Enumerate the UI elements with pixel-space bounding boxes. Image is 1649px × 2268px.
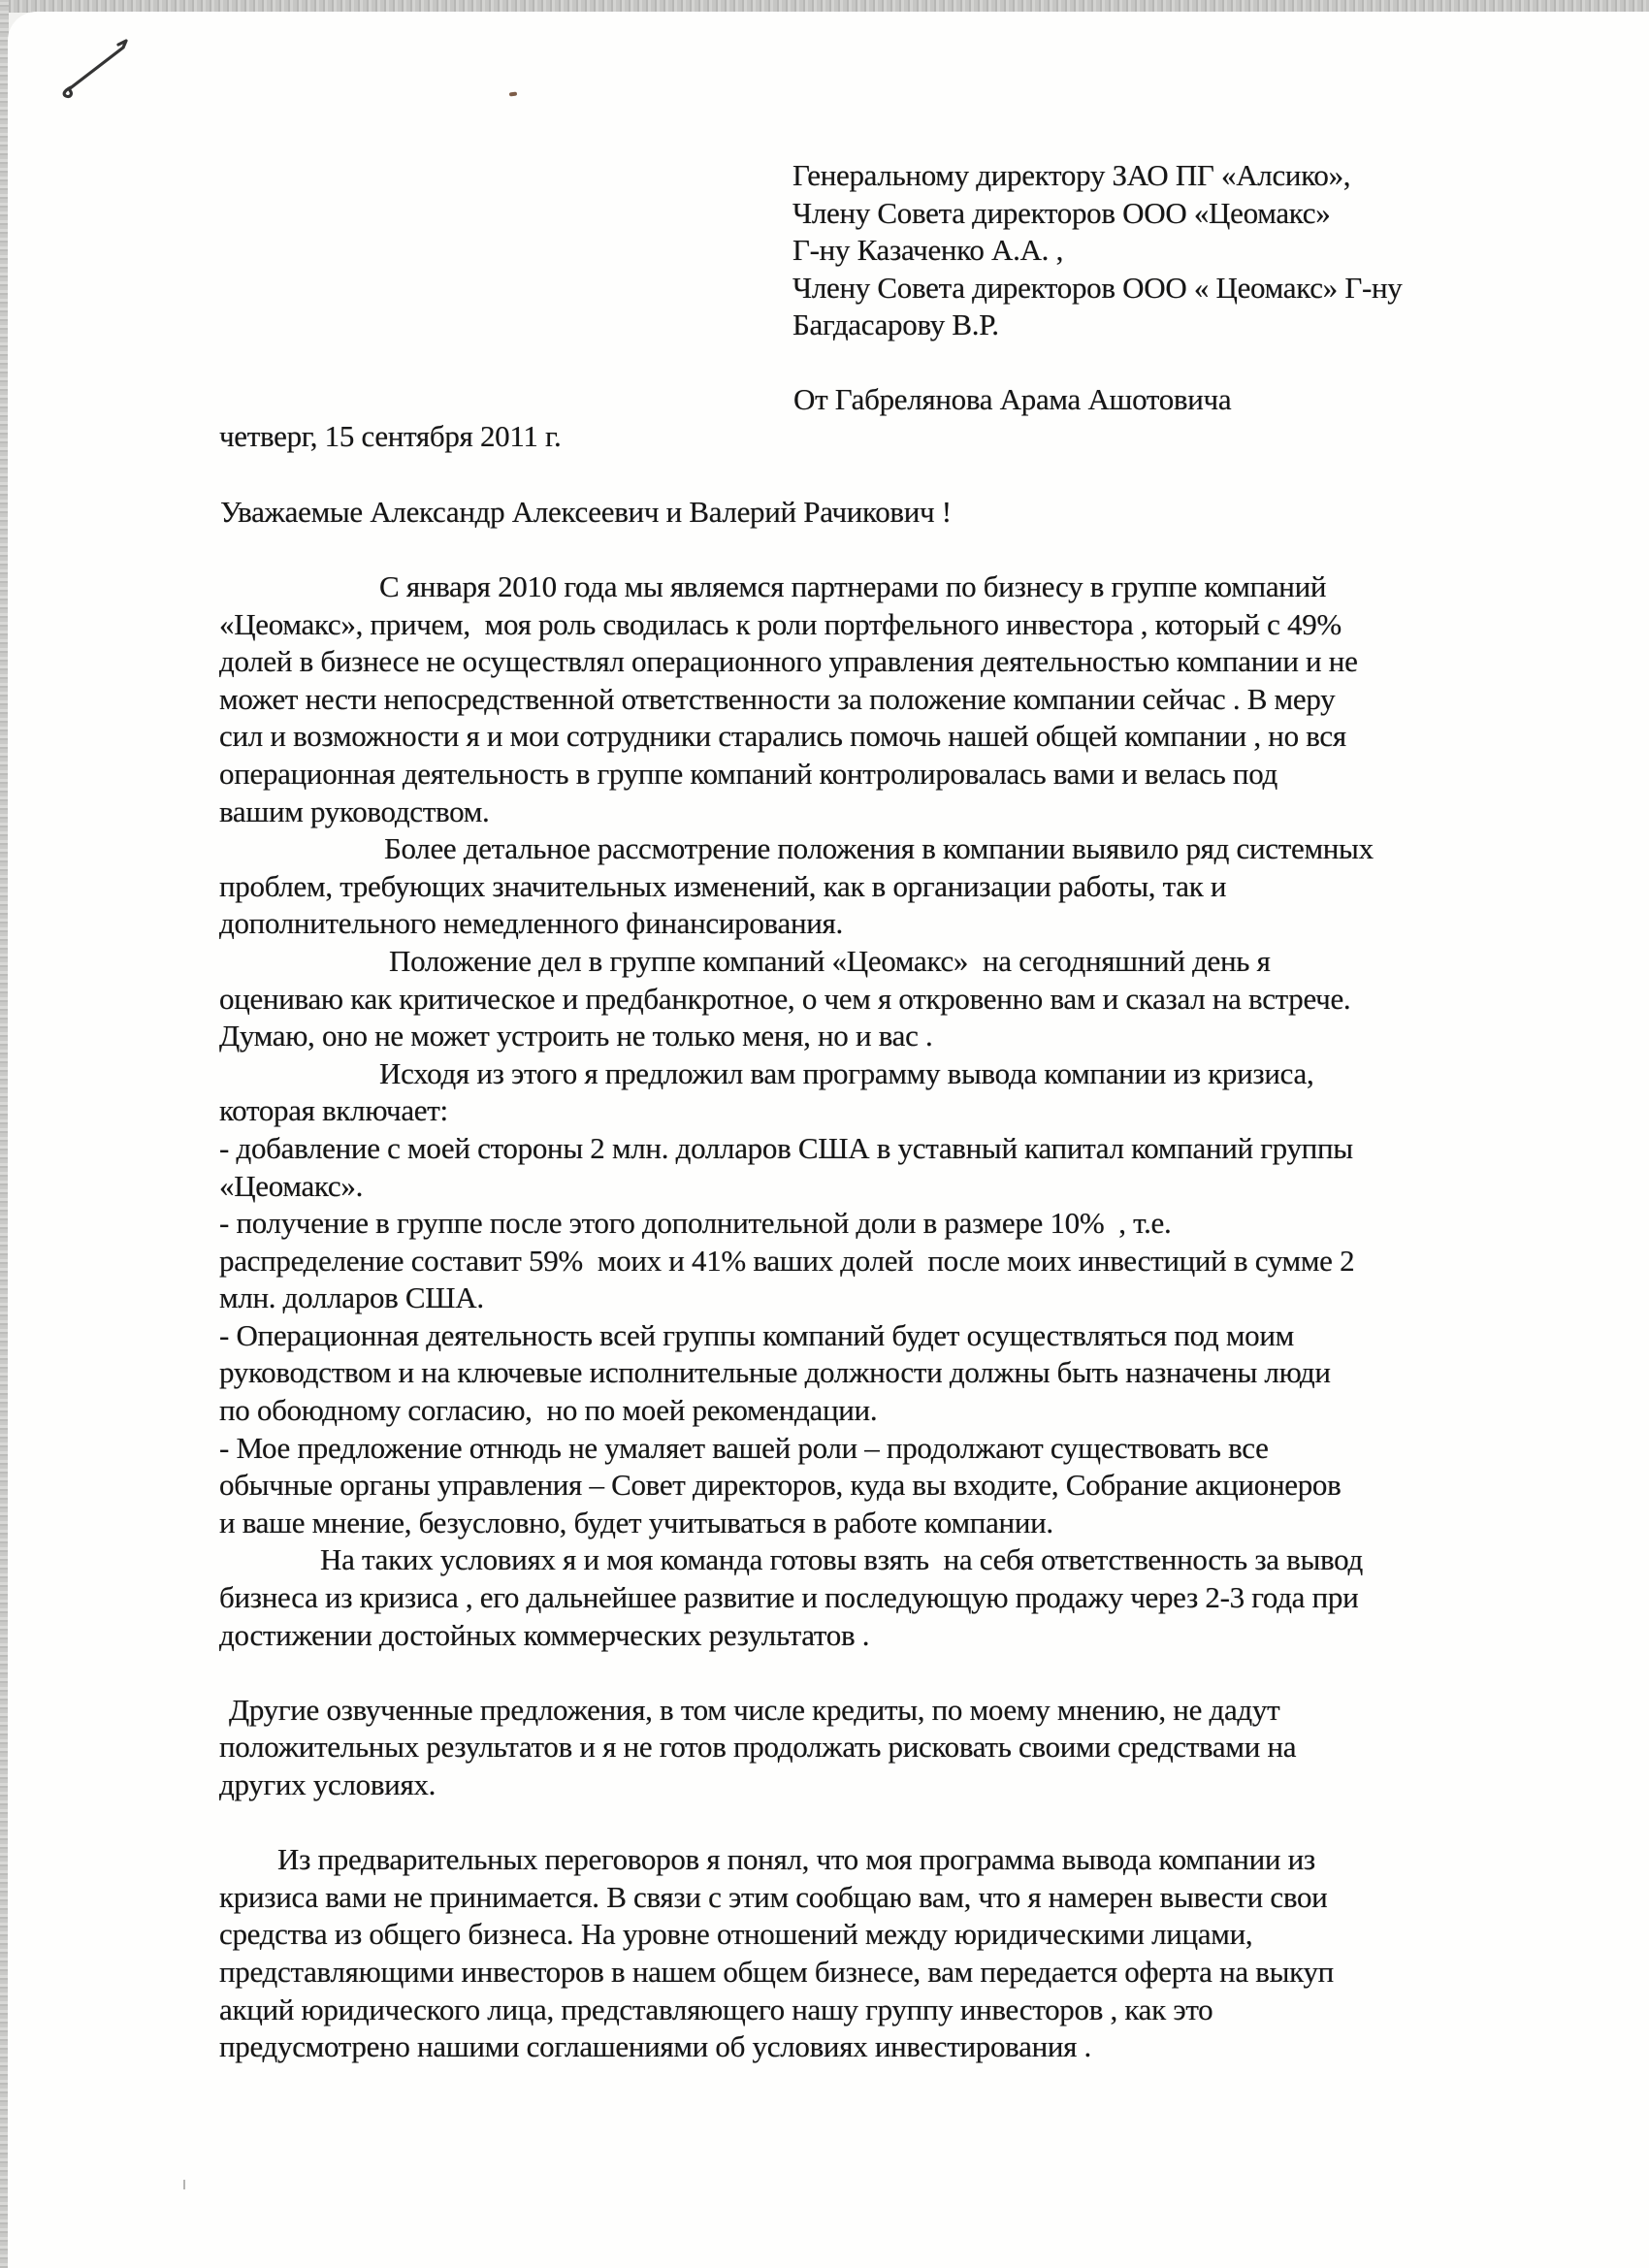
letter-line: кризиса вами не принимается. В связи с этим сообщаю вам, что я намерен вывести свои [219, 1879, 1328, 1914]
letter-line: по обоюдному согласию, но по моей рекомендации. [219, 1393, 878, 1428]
letter-line: руководством и на ключевые исполнительные должности должны быть назначены люди [219, 1355, 1331, 1390]
recipient-block [792, 157, 1402, 344]
from-line: От Габрелянова Арама Ашотовича [793, 382, 1232, 416]
recipient-line: Члену Совета директоров ООО « Цеомакс» Г-ну [792, 270, 1403, 305]
recipient-line: Г-ну Казаченко А.А. , [792, 233, 1064, 268]
letter-line: Думаю, оно не может устроить не только меня, но и вас . [219, 1019, 933, 1053]
letter-line: долей в бизнесе не осуществлял операционного управления деятельностью компании и не [219, 644, 1358, 679]
letter-line: оцениваю как критическое и предбанкротное, о чем я откровенно вам и сказал на встрече. [219, 981, 1351, 1016]
letter-line: средства из общего бизнеса. На уровне отношений между юридическими лицами, [219, 1917, 1253, 1952]
letter-line: может нести непосредственной ответственности за положение компании сейчас . В меру [219, 681, 1336, 716]
letter-line: - Мое предложение отнюдь не умаляет вашей роли – продолжают существовать все [219, 1430, 1269, 1465]
letter-line: Другие озвученные предложения, в том числе кредиты, по моему мнению, не дадут [229, 1692, 1280, 1727]
letter-line: положительных результатов и я не готов продолжать рисковать своими средствами на [219, 1730, 1297, 1765]
letter-line: вашим руководством. [219, 794, 490, 828]
letter-line [219, 1654, 1538, 1692]
letter-line: - Операционная деятельность всей группы компаний будет осуществляться под моим [219, 1317, 1294, 1352]
letter-line: - получение в группе после этого дополнительной доли в размере 10% , т.е. [219, 1206, 1172, 1241]
letter-line: млн. долларов США. [219, 1280, 484, 1315]
letter-line: достижении достойных коммерческих результатов . [219, 1617, 870, 1652]
letter-line: предусмотрено нашими соглашениями об условиях инвестирования . [219, 2029, 1092, 2064]
letter-line: других условиях. [219, 1767, 436, 1801]
letter-line: Исходя из этого я предложил вам программу вывода компании из кризиса, [379, 1055, 1314, 1090]
letter-line: распределение составит 59% моих и 41% ваших долей после моих инвестиций в сумме 2 [219, 1243, 1355, 1278]
letter-line: сил и возможности я и мои сотрудники старались помочь нашей общей компании , но вся [219, 719, 1346, 754]
salutation-line: Уважаемые Александр Алексеевич и Валерий Рачикович ! [220, 495, 952, 529]
letter-line: «Цеомакс». [219, 1168, 364, 1203]
recipient-line: Члену Совета директоров ООО «Цеомакс» [792, 195, 1331, 230]
letter-line: Положение дел в группе компаний «Цеомакс» на сегодняшний день я [389, 943, 1271, 978]
letter-line: Более детальное рассмотрение положения в компании выявило ряд системных [384, 831, 1374, 866]
letter-line: Из предварительных переговоров я понял, что моя программа вывода компании из [277, 1842, 1315, 1877]
letter-line: бизнеса из кризиса , его дальнейшее развитие и последующую продажу через 2-3 года при [219, 1580, 1359, 1615]
letter-line: представляющими инвесторов в нашем общем бизнесе, вам передается оферта на выкуп [219, 1954, 1334, 1989]
letter-line [219, 1804, 1538, 1842]
date-line: четверг, 15 сентября 2011 г. [219, 419, 562, 453]
recipient-line: Багдасарову В.Р. [792, 308, 999, 342]
letter-line: проблем, требующих значительных изменений, как в организации работы, так и [219, 868, 1227, 903]
letter-line: акций юридического лица, представляющего нашу группу инвесторов , как это [219, 1992, 1213, 2026]
letter-line: С января 2010 года мы являемся партнерами по бизнесу в группе компаний [379, 569, 1327, 603]
recipient-line: Генеральному директору ЗАО ПГ «Алсико», [792, 158, 1351, 192]
letter-line: дополнительного немедленного финансирования. [219, 906, 843, 941]
letter-line: операционная деятельность в группе компаний контролировалась вами и велась под [219, 756, 1277, 791]
letter-line: и ваше мнение, безусловно, будет учитываться в работе компании. [219, 1505, 1053, 1539]
letter-line: На таких условиях я и моя команда готовы взять на себя ответственность за вывод [320, 1542, 1363, 1577]
letter-line: «Цеомакс», причем, моя роль сводилась к роли портфельного инвестора , который с 49% [219, 606, 1342, 641]
letter-line: которая включает: [219, 1093, 448, 1128]
letter-line: обычные органы управления – Совет директоров, куда вы входите, Собрание акционеров [219, 1468, 1342, 1503]
body-block [219, 568, 1538, 2066]
letter-line: - добавление с моей стороны 2 млн. долларов США в уставный капитал компаний группы [219, 1130, 1353, 1165]
